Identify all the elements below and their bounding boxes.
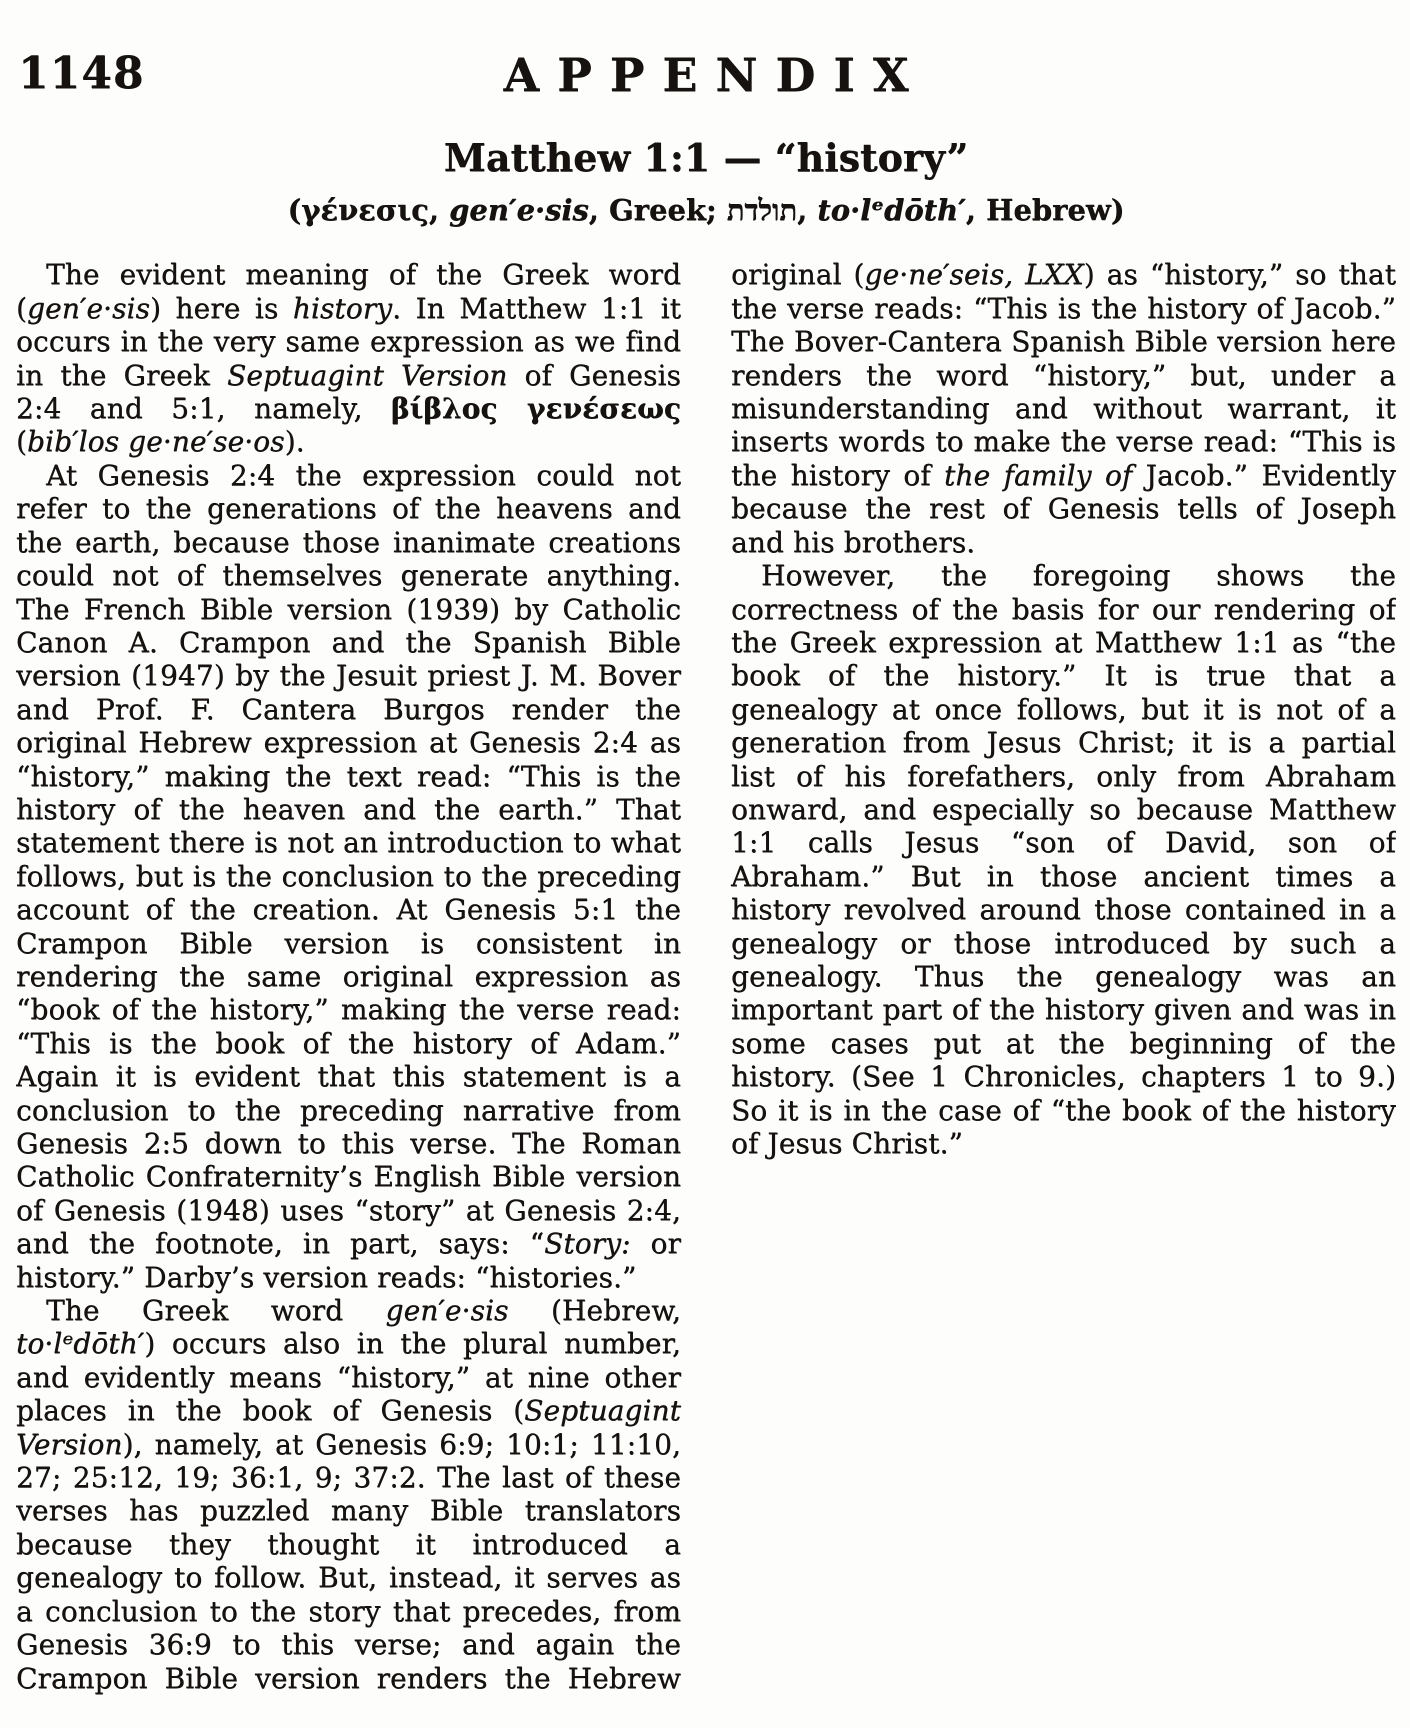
article-subtitle: (γένεσις, gen′e·sis, Greek; תולדת, to·lᵉdōth′, Hebrew)	[287, 193, 1125, 228]
appendix-heading: APPENDIX	[503, 48, 927, 102]
paragraph-3: The Greek word gen′e·sis (Hebrew, to·lᵉdōth′) occurs also in the plural number, and evidently means “history,” at nine other places in the book of Genesis (Septuagint Version), namely, at Genesis 6:9; 10:1; 11:10, 27; 25:12, 19; 36:1, 9; 37:2. The last of these verses has puzzled many Bible translators because they thought it introduced a genealogy to follow. But, instead, it serves as a conclusion to the story that precedes, from Genesis 36:9 to this verse; and again the Crampon Bible version renders the Hebrew original (ge·ne′seis, LXX) as “history,” so that the verse reads: “This is the history of Jacob.” The Bover-Cantera Spanish Bible version here renders the word “history,” but, under a misunderstanding and without warrant, it inserts words to make the verse read: “This is the history of the family of Jacob.” Evidently because the rest of Genesis tells of Joseph and his brothers.	[16, 258, 1396, 1695]
paragraph-4: However, the foregoing shows the correctness of the basis for our rendering of the Greek expression at Matthew 1:1 as “the book of the history.” It is true that a genealogy at once follows, but it is not of a generation from Jesus Christ; it is a partial list of his forefathers, only from Abraham onward, and especially so because Matthew 1:1 calls Jesus “son of David, son of Abraham.” But in those ancient times a history revolved around those contained in a genealogy or those introduced by such a genealogy. Thus the genealogy was an important part of the history given and was in some cases put at the beginning of the history. (See 1 Chronicles, chapters 1 to 9.) So it is in the case of “the book of the history of Jesus Christ.”	[731, 559, 1396, 1160]
paragraph-1: The evident meaning of the Greek word (gen′e·sis) here is history. In Matthew 1:1 it occurs in the very same expression as we find in the Greek Septuagint Version of Genesis 2:4 and 5:1, namely, βίβλος γενέσεως (bib′los ge·ne′se·os).	[16, 258, 682, 459]
page-number: 1148	[18, 48, 145, 99]
article-title: Matthew 1:1 — “history”	[443, 134, 969, 180]
article-body	[16, 258, 1396, 1706]
paragraph-2: At Genesis 2:4 the expression could not refer to the generations of the heavens and the earth, because those inanimate creations could not of themselves generate anything. The French Bible version (1939) by Catholic Canon A. Crampon and the Spanish Bible version (1947) by the Jesuit priest J. M. Bover and Prof. F. Cantera Burgos render the original Hebrew expression at Genesis 2:4 as “history,” making the text read: “This is the history of the heaven and the earth.” That statement there is not an introduction to what follows, but is the conclusion to the preceding account of the creation. At Genesis 5:1 the Crampon Bible version is consistent in rendering the same original expression as “book of the history,” making the verse read: “This is the book of the history of Adam.” Again it is evident that this statement is a conclusion to the preceding narrative from Genesis 2:5 down to this verse. The Roman Catholic Confraternity’s English Bible version of Genesis (1948) uses “story” at Genesis 2:4, and the footnote, in part, says: “Story: or history.” Darby’s version reads: “histories.”	[16, 458, 681, 1294]
